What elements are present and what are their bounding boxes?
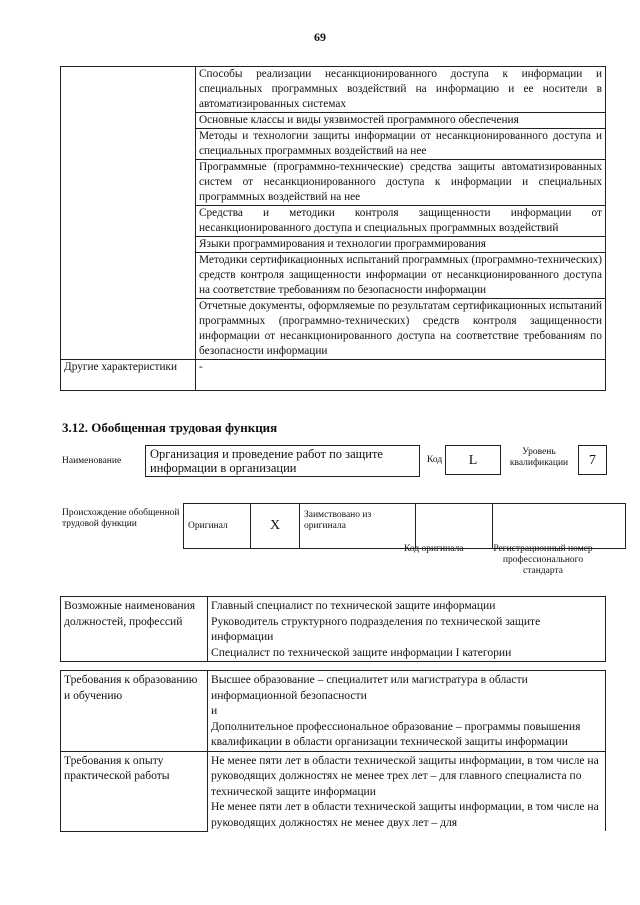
education-label: Требования к образованию и обучению <box>61 671 208 752</box>
list-item: Руководитель структурного подразделения по технической защите информации <box>211 614 541 643</box>
list-item: Дополнительное профессиональное образование – программы повышения квалификации в области организации технической защиты информации <box>211 719 581 748</box>
knowledge-label-cell <box>61 67 196 360</box>
knowledge-item: Средства и методики контроля защищенности информации от несанкционированного доступа и специальных программных воздействий <box>196 206 606 237</box>
list-item: Высшее образование – специалитет или магистратура в области информационной безопасности <box>211 673 528 702</box>
origin-table <box>183 503 626 549</box>
name-label: Наименование <box>62 456 122 466</box>
origin-label: Происхождение обобщенной трудовой функции <box>62 508 180 529</box>
knowledge-item: Основные классы и виды уязвимостей программного обеспечения <box>196 113 606 129</box>
original-cell: Оригинал <box>184 504 251 549</box>
registration-number-caption: Регистрационный номер профессионального стандарта <box>493 544 593 576</box>
table-row <box>61 597 606 662</box>
original-mark: X <box>251 504 300 549</box>
knowledge-item: Отчетные документы, оформляемые по результатам сертификационных испытаний программных (программно-технических) средств контроля защищенности информации от несанкционированного доступа на соответствие требованиям по безопасности информации <box>196 299 606 360</box>
section-title: 3.12. Обобщенная трудовая функция <box>62 420 278 435</box>
level-value-box: 7 <box>578 445 607 475</box>
level-label: Уровень квалификации <box>509 447 569 468</box>
knowledge-item: Методы и технологии защиты информации от несанкционированного доступа и специальных программных воздействий на нее <box>196 129 606 160</box>
code-label: Код <box>427 455 443 465</box>
table-row <box>61 751 606 831</box>
list-item: Не менее пяти лет в области технической защиты информации, в том числе на руководящих должностях не менее двух лет – для <box>211 800 599 829</box>
code-original-caption: Код оригинала <box>404 544 464 554</box>
other-characteristics-label: Другие характеристики <box>61 360 196 391</box>
code-value-box: L <box>445 445 501 475</box>
positions-list <box>208 597 606 662</box>
list-item: и <box>211 704 218 717</box>
original-code-cell <box>416 504 493 549</box>
knowledge-item: Методики сертификационных испытаний программных (программно-технических) средств контроля защищенности информации от несанкционированного доступа на соответствие требованиям по безопасности информации <box>196 253 606 299</box>
positions-label: Возможные наименования должностей, профессий <box>61 597 208 662</box>
other-characteristics-value: - <box>196 360 606 391</box>
list-item: Не менее пяти лет в области технической защиты информации, в том числе на руководящих должностях не менее трех лет – для главного специалиста по технической защите информации <box>211 753 599 798</box>
name-value-box: Организация и проведение работ по защите информации в организации <box>145 445 420 477</box>
experience-label: Требования к опыту практической работы <box>61 751 208 831</box>
requirements-table <box>60 670 606 832</box>
table-row <box>61 360 606 391</box>
borrowed-cell: Заимствовано из оригинала <box>300 504 416 549</box>
list-item: Специалист по технической защите информации I категории <box>211 645 512 659</box>
table-row <box>61 67 606 113</box>
list-item: Главный специалист по технической защите информации <box>211 599 496 612</box>
knowledge-item: Способы реализации несанкционированного доступа к информации и специальных программных воздействий на информацию и ее носители в автоматизированных системах <box>196 67 606 113</box>
knowledge-item: Языки программирования и технологии программирования <box>196 237 606 253</box>
table-row <box>61 671 606 752</box>
positions-table <box>60 596 606 662</box>
education-list <box>208 671 606 752</box>
table-row <box>184 504 626 549</box>
page-number: 69 <box>314 30 326 44</box>
knowledge-table <box>60 66 606 391</box>
registration-number-cell <box>493 504 626 549</box>
experience-list <box>208 751 606 831</box>
knowledge-item: Программные (программно-технические) средства защиты автоматизированных систем от несанкционированного доступа к информации и специальных программных воздействий на нее <box>196 160 606 206</box>
